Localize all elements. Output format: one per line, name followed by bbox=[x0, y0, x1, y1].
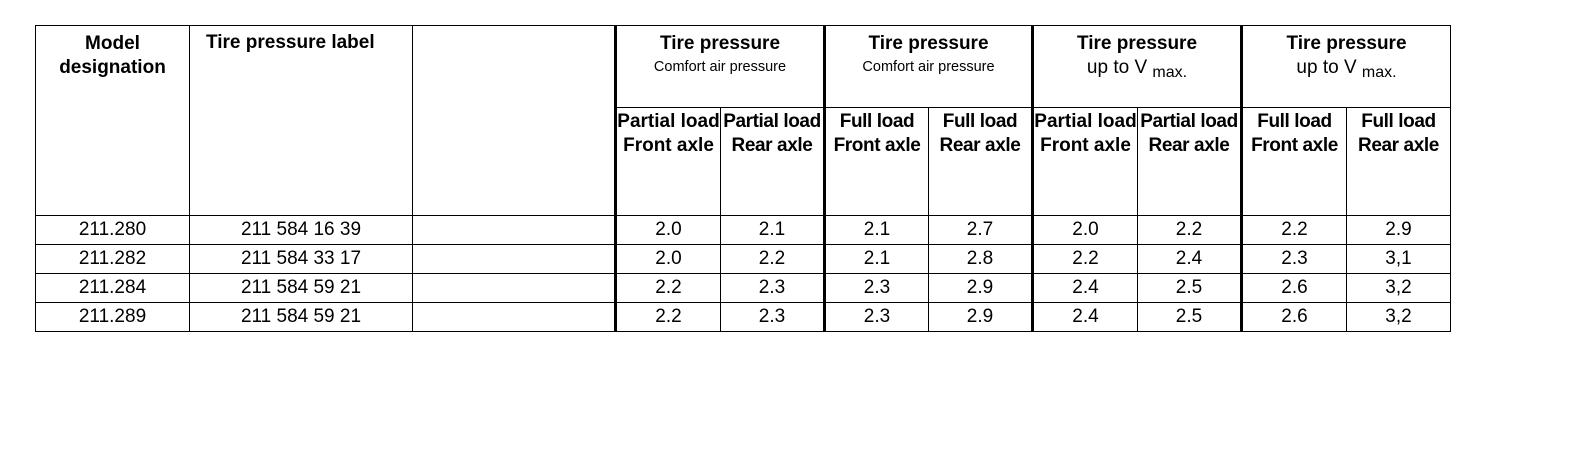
pressure-value-cell: 2.9 bbox=[929, 303, 1033, 332]
group-title: Tire pressure bbox=[868, 33, 989, 54]
subcol-header-text: Partial load Rear axle bbox=[1140, 111, 1238, 156]
subcol-header-text: Full load Rear axle bbox=[1358, 111, 1439, 156]
pressure-value-cell: 2.0 bbox=[616, 245, 721, 274]
pressure-value-cell: 2.2 bbox=[616, 274, 721, 303]
group-subtitle-subscript: max. bbox=[1152, 64, 1188, 81]
pressure-value-cell: 2.5 bbox=[1138, 303, 1242, 332]
pressure-value-cell: 2.4 bbox=[1138, 245, 1242, 274]
pressure-value-cell: 2.8 bbox=[929, 245, 1033, 274]
group-subtitle bbox=[1034, 56, 1240, 81]
blank-cell bbox=[413, 303, 616, 332]
label-cell: 211 584 16 39 bbox=[190, 216, 413, 245]
subcol-header-text: Partial load Rear axle bbox=[723, 111, 821, 156]
pressure-value-cell: 2.6 bbox=[1242, 303, 1347, 332]
subcol-header bbox=[1138, 108, 1242, 216]
pressure-value-cell: 3,2 bbox=[1347, 303, 1451, 332]
tire-pressure-table bbox=[35, 25, 1451, 332]
pressure-value-cell: 2.4 bbox=[1033, 303, 1138, 332]
tire-pressure-label-header bbox=[190, 26, 413, 216]
pressure-value-cell: 3,1 bbox=[1347, 245, 1451, 274]
group-header-comfort-partial bbox=[616, 26, 825, 108]
pressure-value-cell: 2.3 bbox=[825, 303, 929, 332]
label-cell: 211 584 33 17 bbox=[190, 245, 413, 274]
blank-cell bbox=[413, 274, 616, 303]
subcol-header-text: Partial load Front axle bbox=[1034, 111, 1137, 156]
pressure-value-cell: 2.6 bbox=[1242, 274, 1347, 303]
table-row bbox=[36, 216, 1451, 245]
group-header-vmax-full bbox=[1242, 26, 1451, 108]
subcol-header-text: Partial load Front axle bbox=[617, 111, 720, 156]
table-row bbox=[36, 245, 1451, 274]
pressure-value-cell: 2.2 bbox=[616, 303, 721, 332]
group-title: Tire pressure bbox=[1286, 33, 1407, 54]
group-subtitle-main: up to V bbox=[1296, 57, 1357, 78]
model-designation-header bbox=[36, 26, 190, 216]
subcol-header bbox=[929, 108, 1033, 216]
blank-cell bbox=[413, 245, 616, 274]
pressure-value-cell: 2.9 bbox=[1347, 216, 1451, 245]
subcol-header-text: Full load Rear axle bbox=[939, 111, 1021, 156]
model-cell: 211.280 bbox=[36, 216, 190, 245]
subcol-header bbox=[1347, 108, 1451, 216]
pressure-value-cell: 2.1 bbox=[721, 216, 825, 245]
header-row-groups bbox=[36, 26, 1451, 108]
group-subtitle: Comfort air pressure bbox=[653, 59, 787, 75]
pressure-value-cell: 2.3 bbox=[721, 274, 825, 303]
pressure-value-cell: 2.1 bbox=[825, 245, 929, 274]
group-subtitle-subscript: max. bbox=[1361, 64, 1397, 81]
pressure-value-cell: 2.2 bbox=[1242, 216, 1347, 245]
label-cell: 211 584 59 21 bbox=[190, 303, 413, 332]
subcol-header bbox=[1033, 108, 1138, 216]
group-title: Tire pressure bbox=[1076, 33, 1198, 54]
table-row bbox=[36, 274, 1451, 303]
pressure-value-cell: 2.1 bbox=[825, 216, 929, 245]
group-title: Tire pressure bbox=[659, 33, 781, 54]
pressure-value-cell: 2.9 bbox=[929, 274, 1033, 303]
table-body bbox=[36, 216, 1451, 332]
pressure-value-cell: 2.2 bbox=[1138, 216, 1242, 245]
subcol-header-text: Full load Front axle bbox=[833, 111, 921, 156]
pressure-value-cell: 2.0 bbox=[616, 216, 721, 245]
table-row bbox=[36, 303, 1451, 332]
label-cell: 211 584 59 21 bbox=[190, 274, 413, 303]
model-cell: 211.284 bbox=[36, 274, 190, 303]
blank-cell bbox=[413, 216, 616, 245]
pressure-value-cell: 2.2 bbox=[721, 245, 825, 274]
tire-pressure-label-header-text: Tire pressure label bbox=[206, 32, 375, 53]
subcol-header bbox=[616, 108, 721, 216]
pressure-value-cell: 2.3 bbox=[1242, 245, 1347, 274]
pressure-value-cell: 2.4 bbox=[1033, 274, 1138, 303]
model-cell: 211.282 bbox=[36, 245, 190, 274]
model-cell: 211.289 bbox=[36, 303, 190, 332]
subcol-header bbox=[825, 108, 929, 216]
group-subtitle: Comfort air pressure bbox=[862, 59, 995, 75]
subcol-header bbox=[721, 108, 825, 216]
model-designation-header-text: Model designation bbox=[59, 33, 166, 78]
subcol-header-text: Full load Front axle bbox=[1251, 111, 1338, 156]
blank-header-cell bbox=[413, 26, 616, 216]
group-subtitle-main: up to V bbox=[1086, 57, 1148, 78]
pressure-value-cell: 2.0 bbox=[1033, 216, 1138, 245]
pressure-value-cell: 2.3 bbox=[721, 303, 825, 332]
pressure-value-cell: 2.3 bbox=[825, 274, 929, 303]
group-header-comfort-full bbox=[825, 26, 1033, 108]
pressure-value-cell: 2.2 bbox=[1033, 245, 1138, 274]
group-subtitle bbox=[1243, 56, 1450, 81]
pressure-value-cell: 2.5 bbox=[1138, 274, 1242, 303]
subcol-header bbox=[1242, 108, 1347, 216]
group-header-vmax-partial bbox=[1033, 26, 1242, 108]
pressure-value-cell: 3,2 bbox=[1347, 274, 1451, 303]
pressure-value-cell: 2.7 bbox=[929, 216, 1033, 245]
